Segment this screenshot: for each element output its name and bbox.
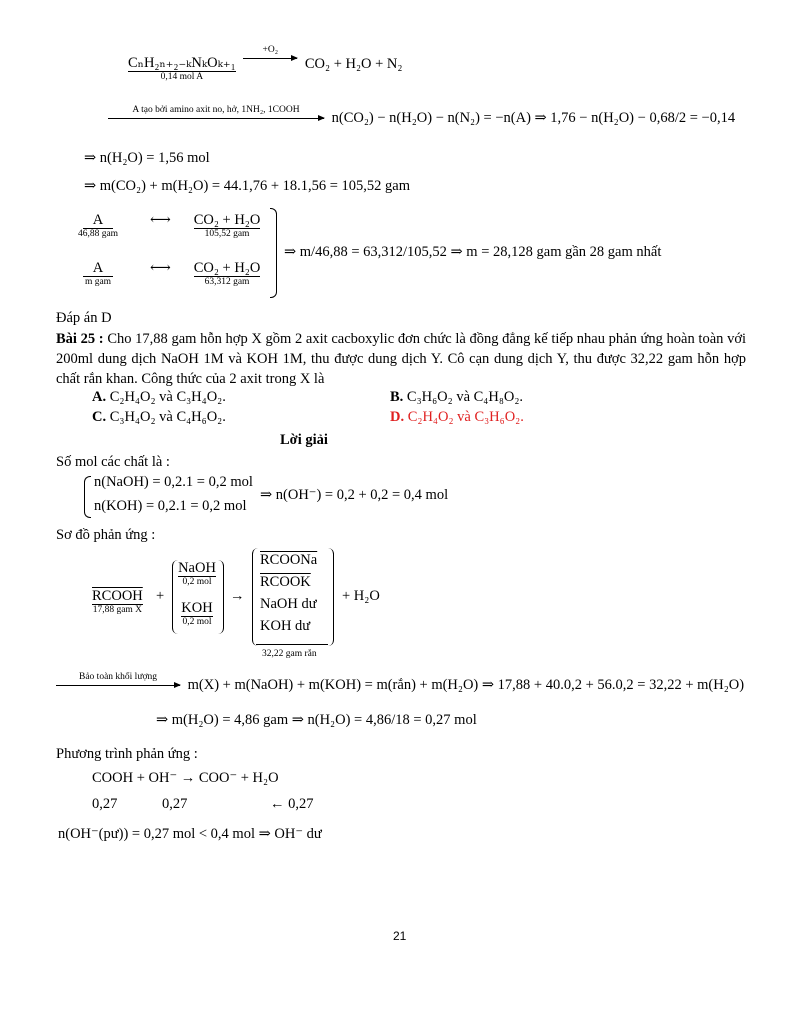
scheme-prod1: RCOONa [260, 552, 318, 568]
conservation-arrow [56, 672, 180, 686]
prop-row2-right: CO₂ + H₂O [193, 260, 261, 276]
prop-row2-right-under: 63,312 gam [204, 277, 250, 288]
answer-line: Đáp án D [56, 310, 112, 326]
solution-title: Lời giải [280, 432, 328, 448]
conservation-expr: m(X) + m(NaOH) + m(KOH) = m(rắn) + m(H₂O) ⇒ 17,88 + 40.0,2 + 56.0,2 = 32,22 + m(H₂O) [187, 677, 745, 693]
final-line: n(OH⁻(pư)) = 0,27 mol < 0,4 mol ⇒ OH⁻ dư [58, 826, 322, 842]
problem-statement [56, 329, 746, 389]
option-c-text: C₃H₄O₂ và C₄H₆O₂. [109, 409, 226, 425]
scheme-prod-underbrace [256, 644, 328, 645]
eq1-left: CₙH₂ₙ₊₂₋ₖNₖOₖ₊₁ [128, 55, 236, 71]
option-d-text: C₂H₄O₂ và C₃H₆O₂. [407, 409, 524, 425]
mol-heading: Số mol các chất là : [56, 454, 170, 470]
scheme-prod4: KOH dư [260, 618, 311, 634]
prop-rel-1: ⟷ [150, 212, 171, 228]
eq1-arrow [243, 45, 297, 59]
prop-row2-left: A [83, 261, 113, 277]
reaction-eq: COOH + OH⁻ → COO⁻ + H₂O [92, 770, 279, 786]
scheme-heading: Sơ đồ phản ứng : [56, 527, 156, 543]
scheme-arrow: → [230, 588, 245, 604]
eq2 [108, 105, 736, 127]
option-a-text: C₂H₄O₂ và C₃H₄O₂. [109, 389, 226, 405]
reaction-v2: 0,27 [162, 796, 188, 812]
eq4: ⇒ m(CO₂) + m(H₂O) = 44.1,76 + 18.1,56 = 105,52 gam [84, 178, 411, 194]
reaction-v3: ← 0,27 [270, 796, 314, 812]
option-d-label: D. [390, 409, 405, 425]
option-b[interactable] [390, 389, 523, 406]
option-b-text: C₃H₆O₂ và C₄H₈O₂. [406, 389, 524, 405]
eq3: ⇒ n(H₂O) = 1,56 mol [84, 150, 210, 166]
scheme-prod2: RCOOK [260, 574, 311, 590]
eq1 [128, 45, 403, 83]
prop-row1-left: A [83, 213, 113, 229]
eq2-arrow-label: A tạo bởi amino axit no, hở, 1NH₂, 1COOH [132, 105, 300, 116]
problem-title: Bài 25 : [56, 331, 104, 347]
scheme-prod3: NaOH dư [260, 596, 317, 612]
option-c[interactable] [92, 409, 226, 426]
scheme-base2-under: 0,2 mol [182, 617, 212, 628]
scheme-base1-under: 0,2 mol [182, 577, 212, 588]
scheme-block [92, 548, 512, 668]
mol-naoh: n(NaOH) = 0,2.1 = 0,2 mol [94, 474, 253, 490]
scheme-prod-under: 32,22 gam rắn [262, 649, 317, 659]
mol-result: ⇒ n(OH⁻) = 0,2 + 0,2 = 0,4 mol [260, 487, 449, 503]
scheme-water: + H₂O [342, 588, 380, 604]
prop-row1-left-under: 46,88 gam [77, 229, 119, 240]
problem-text: Cho 17,88 gam hỗn hợp X gồm 2 axit cacboxylic đơn chức là đồng đẳng kế tiếp nhau phản ứng hoàn toàn với 200ml dung dịch NaOH 1M và KOH 1M, thu được dung dịch Y. Cô cạn dung dịch Y, thu được 32,22 gam hỗn hợp chất rắn khan. Công thức của 2 axit trong X là [56, 331, 747, 387]
eq1-arrow-label: +O₂ [262, 45, 279, 56]
eq2-expr: n(CO₂) − n(H₂O) − n(N₂) = −n(A) ⇒ 1,76 − n(H₂O) − 0,68/2 = −0,14 [331, 110, 736, 126]
proportion-block [58, 208, 758, 298]
conservation [56, 672, 745, 694]
option-b-label: B. [390, 389, 404, 405]
prop-row1-right: CO₂ + H₂O [193, 212, 261, 228]
prop-rel-2: ⟷ [150, 260, 171, 276]
scheme-acid: RCOOH [92, 588, 143, 604]
reaction-heading: Phương trình phản ứng : [56, 746, 198, 762]
reaction-v1: 0,27 [92, 796, 118, 812]
page-number: 21 [393, 929, 407, 943]
prop-row1-right-under: 105,52 gam [204, 229, 250, 240]
prop-right-brace [270, 208, 277, 298]
conservation-arrow-label: Bảo toàn khối lượng [79, 672, 157, 683]
scheme-base1: NaOH [178, 560, 216, 576]
prop-result: ⇒ m/46,88 = 63,312/105,52 ⇒ m = 28,128 gam gần 28 gam nhất [284, 244, 662, 260]
scheme-plus: + [156, 588, 165, 604]
eq1-under: 0,14 mol A [160, 72, 204, 83]
mol-koh: n(KOH) = 0,2.1 = 0,2 mol [94, 498, 247, 514]
eq1-right: CO₂ + H₂O + N₂ [304, 56, 403, 72]
option-a[interactable] [92, 389, 226, 406]
option-c-label: C. [92, 409, 107, 425]
mol-block [84, 474, 584, 520]
eq2-arrow [108, 105, 324, 119]
scheme-base2: KOH [181, 600, 213, 616]
water-result: ⇒ m(H₂O) = 4,86 gam ⇒ n(H₂O) = 4,86/18 = 0,27 mol [156, 712, 477, 728]
option-a-label: A. [92, 389, 107, 405]
mol-brace [84, 476, 91, 518]
prop-row2-left-under: m gam [84, 277, 112, 288]
scheme-acid-under: 17,88 gam X [92, 605, 143, 616]
option-d[interactable] [390, 409, 524, 426]
